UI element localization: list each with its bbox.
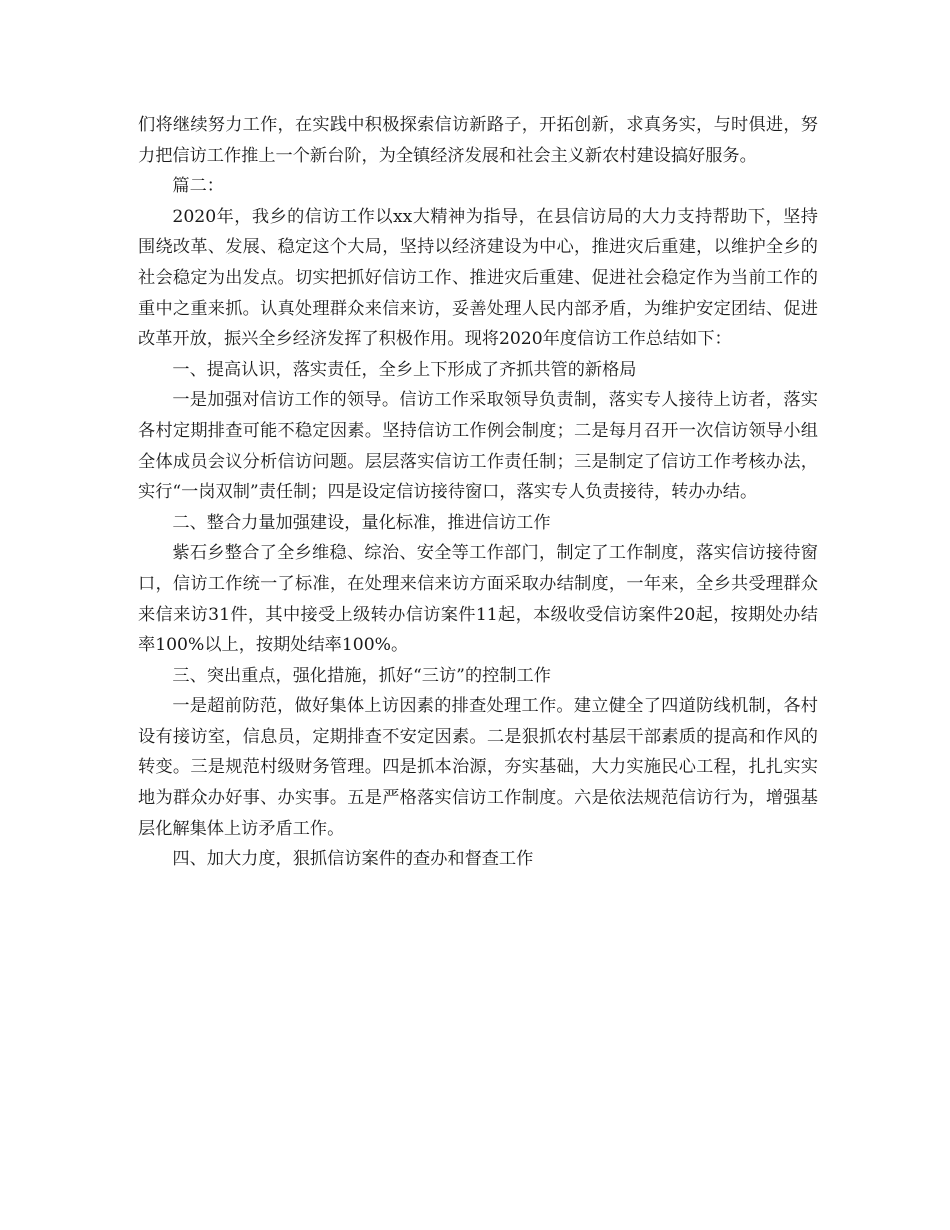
paragraph-section-1: 一是加强对信访工作的领导。信访工作采取领导负责制，落实专人接待上访者，落实各村定期排查可能不稳定因素。坚持信访工作例会制度；二是每月召开一次信访领导小组全体成员会议分析信访问题。层层落实信访工作责任制；三是制定了信访工作考核办法，实行“一岗双制”责任制；四是设定信访接待窗口，落实专人负责接待，转办办结。: [138, 390, 818, 503]
paragraph-intro: 2020年，我乡的信访工作以xx大精神为指导，在县信访局的大力支持帮助下，坚持围绕改革、发展、稳定这个大局，坚持以经济建设为中心，推进灾后重建，以维护全乡的社会稳定为出发点。切实把抓好信访工作、推进灾后重建、促进社会稳定作为当前工作的重中之重来抓。认真处理群众来信来访，妥善处理人民内部矛盾，为维护安定团结、促进改革开放，振兴全乡经济发挥了积极作用。现将2020年度信访工作总结如下：: [138, 206, 818, 350]
paragraph-section-3: 一是超前防范，做好集体上访因素的排查处理工作。建立健全了四道防线机制，各村设有接访室，信息员，定期排查不安定因素。二是狠抓农村基层干部素质的提高和作风的转变。三是规范村级财务管理。四是抓本治源，夯实基础，大力实施民心工程，扎扎实实地为群众办好事、办实事。五是严格落实信访工作制度。六是依法规范信访行为，增强基层化解集体上访矛盾工作。: [138, 696, 818, 839]
section-label-part-two: 篇二：: [172, 176, 224, 197]
paragraph-continuation: 们将继续努力工作，在实践中积极探索信访新路子，开拓创新，求真务实，与时俱进，努力把信访工作推上一个新台阶，为全镇经济发展和社会主义新农村建设搞好服务。: [138, 115, 818, 166]
heading-section-3: 三、突出重点，强化措施，抓好“三访”的控制工作: [172, 665, 551, 686]
document-body: [138, 110, 818, 875]
heading-section-4: 四、加大力度，狠抓信访案件的查办和督查工作: [172, 849, 534, 870]
paragraph-section-2: 紫石乡整合了全乡维稳、综治、安全等工作部门，制定了工作制度，落实信访接待窗口，信访工作统一了标准，在处理来信来访方面采取办结制度，一年来，全乡共受理群众来信来访31件，其中接受上级转办信访案件11起，本级收受信访案件20起，按期处办结率100%以上，按期处结率100%。: [138, 543, 818, 656]
heading-section-2: 二、整合力量加强建设，量化标准，推进信访工作: [172, 512, 551, 533]
heading-section-1: 一、提高认识，落实责任，全乡上下形成了齐抓共管的新格局: [172, 359, 637, 380]
